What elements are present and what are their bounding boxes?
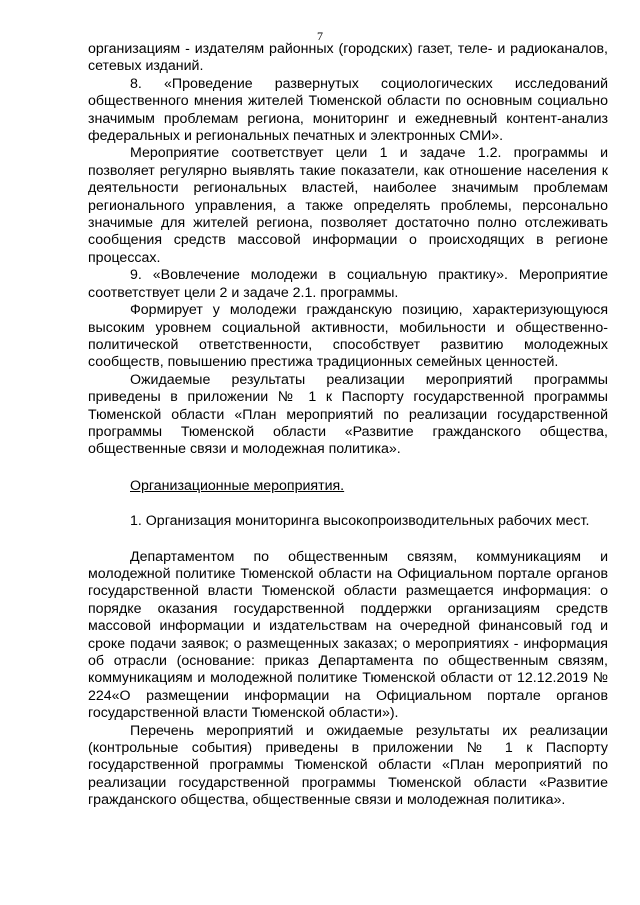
paragraph-item-8-description: Мероприятие соответствует цели 1 и задаче 1.2. программы и позволяет регулярно выявлять такие показатели, как отношение населения к деятельности региональных властей, наиболее значимым проблемам регионального управления, а также определять проблемы, персонально значимые для жителей региона, позволяет достаточно полно отслеживать сообщения средств массовой информации о происходящих в регионе процессах. bbox=[88, 145, 608, 266]
paragraph-continuation: организациям - издателям районных (городских) газет, теле- и радиоканалов, сетевых изданий. bbox=[88, 41, 608, 75]
paragraph-item-9: 9. «Вовлечение молодежи в социальную практику». Мероприятие соответствует цели 2 и задаче 2.1. программы. bbox=[88, 267, 608, 301]
paragraph-expected-results: Ожидаемые результаты реализации мероприятий программы приведены в приложении № 1 к Паспорту государственной программы Тюменской области «План мероприятий по реализации государственной программы Тюменской области «Развитие гражданского общества, общественные связи и молодежная политика». bbox=[88, 371, 608, 458]
paragraph-organizational-item-1: 1. Организация мониторинга высокопроизводительных рабочих мест. bbox=[130, 513, 590, 530]
document-body bbox=[88, 41, 608, 810]
paragraph-item-9-description: Формирует у молодежи гражданскую позицию, характеризующуюся высоким уровнем социальной активности, мобильности и общественно-политической ответственности, способствует развитию молодежных сообществ, повышению престижа традиционных семейных ценностей. bbox=[88, 302, 608, 371]
page-number: 7 bbox=[317, 29, 323, 43]
paragraph-item-8: 8. «Проведение развернутых социологических исследований общественного мнения жителей Тюменской области по основным социально значимым проблемам региона, мониторинг и ежедневный контент-анализ федеральных и региональных печатных и электронных СМИ». bbox=[88, 75, 608, 145]
paragraph-department-info: Департаментом по общественным связям, коммуникациям и молодежной политике Тюменской области на Официальном портале органов государственной власти Тюменской области размещается информация: о порядке оказания государственной поддержки организациям средств массовой информации и издательствам на очередной финансовый год и сроке подачи заявок; о размещенных заказах; о мероприятиях - информация об отрасли (основание: приказ Департамента по общественным связям, коммуникациям и молодежной политике Тюменской области от 12.12.2019 № 224«О размещении информации на Официальном портале органов государственной власти Тюменской области»). bbox=[88, 548, 608, 722]
section-heading: Организационные мероприятия. bbox=[130, 477, 345, 494]
paragraph-events-list: Перечень мероприятий и ожидаемые результаты их реализации (контрольные события) приведены в приложении № 1 к Паспорту государственной программы Тюменской области «План мероприятий по реализации государственной программы Тюменской области «Развитие гражданского общества, общественные связи и молодежная политика». bbox=[88, 722, 608, 809]
